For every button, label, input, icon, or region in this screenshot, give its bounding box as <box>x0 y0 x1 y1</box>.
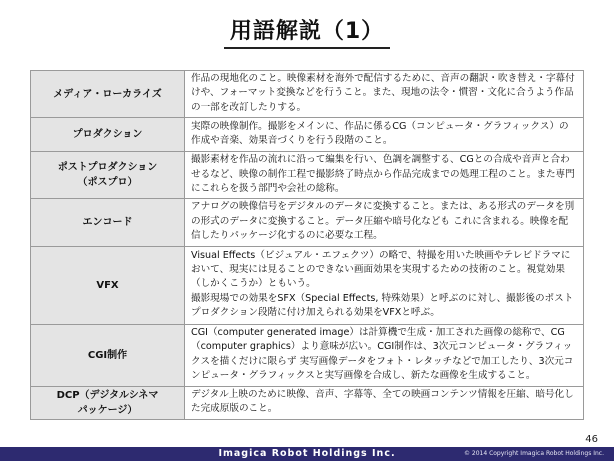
table-row <box>31 152 584 199</box>
term-cell <box>31 246 185 324</box>
definition-cell <box>185 246 584 324</box>
definition-text: アナログの映像信号をデジタルのデータに変換すること。または、ある形式のデータを別の形式のデータに変換すること。データ圧縮や暗号化なども これに含まれる。映像を配信したりパッケージ化するのに必要な工程。 <box>191 201 575 242</box>
term-label: プロダクション <box>72 129 143 141</box>
definition-text: 撮影現場での効果をSFX（Special Effects, 特殊効果）と呼ぶのに対し、撮影後のポストプロダクション段階に付け加えられる効果をVFXと呼ぶ。 <box>191 292 574 319</box>
definition-cell <box>185 118 584 152</box>
table-row <box>31 71 584 118</box>
company-logo: Imagica Robot Holdings Inc. <box>218 448 396 459</box>
term-label: メディア・ローカライズ <box>53 88 162 100</box>
definition-text: CGI（computer generated image）は計算機で生成・加工された画像の総称で、CG（computer graphics）より意味が広い。CGI制作は、3次元コンピュータ・グラフィックスを描くだけに限らず 実写画像データをフォト・レタッチなどで加工したり、3次元コンピュータ・グラフィックスと実写画像を合成し、新たな画像を生成すること。 <box>191 326 574 382</box>
table-row <box>31 199 584 246</box>
term-cell <box>31 152 185 199</box>
definition-cell <box>185 71 584 118</box>
table-row <box>31 118 584 152</box>
term-label-line: パッケージ） <box>77 404 138 416</box>
term-label-line: DCP（デジタルシネマ <box>56 389 159 401</box>
term-cell <box>31 386 185 419</box>
definition-text: 作品の現地化のこと。映像素材を海外で配信するために、音声の翻訳・吹き替え・字幕付けや、フォーマット変換などを行うこと。また、現地の法令・慣習・文化に合うよう作品の一部を改訂したりする。 <box>191 73 575 113</box>
definition-text: デジタル上映のために映像、音声、字幕等、全ての映画コンテンツ情報を圧縮、暗号化した完成原版のこと。 <box>191 388 574 415</box>
term-cell <box>31 199 185 246</box>
term-cell <box>31 118 185 152</box>
title-area <box>0 18 614 49</box>
definition-cell <box>185 152 584 199</box>
definition-text: Visual Effects（ビジュアル・エフェクツ）の略で、特撮を用いた映画やテレビドラマにおいて、現実には見ることのできない画面効果を実現するための技術のこと。視覚効果（しかくこうか）ともいう。 <box>191 249 571 290</box>
table-row <box>31 324 584 386</box>
term-label: CGI制作 <box>87 349 128 361</box>
definition-cell <box>185 386 584 419</box>
term-label: VFX <box>96 279 119 291</box>
term-label-line: ポストプロダクション <box>57 162 158 174</box>
definition-text: 実際の映像制作。撮影をメインに、作品に係るCG（コンピュータ・グラフィックス）の作成や音楽、効果音づくりを行う段階のこと。 <box>191 120 569 147</box>
term-label-line: （ポスプロ） <box>77 177 138 189</box>
table-row <box>31 246 584 324</box>
page-title: 用語解説（1） <box>224 18 390 49</box>
glossary-table <box>30 70 584 420</box>
footer-bar <box>0 447 614 461</box>
definition-cell <box>185 324 584 386</box>
definition-cell <box>185 199 584 246</box>
term-label: エンコード <box>82 217 133 229</box>
term-cell <box>31 71 185 118</box>
term-cell <box>31 324 185 386</box>
definition-text: 撮影素材を作品の流れに沿って編集を行い、色調を調整する、CGとの合成や音声と合わせるなど、映像の制作工程で撮影終了時点から作品完成までの処理工程のこと。また専門にこれらを扱う部門や会社の総称。 <box>191 154 575 195</box>
page-number: 46 <box>585 434 598 445</box>
table-row <box>31 386 584 419</box>
copyright-text: © 2014 Copyright Imagica Robot Holdings Inc. <box>463 450 604 457</box>
